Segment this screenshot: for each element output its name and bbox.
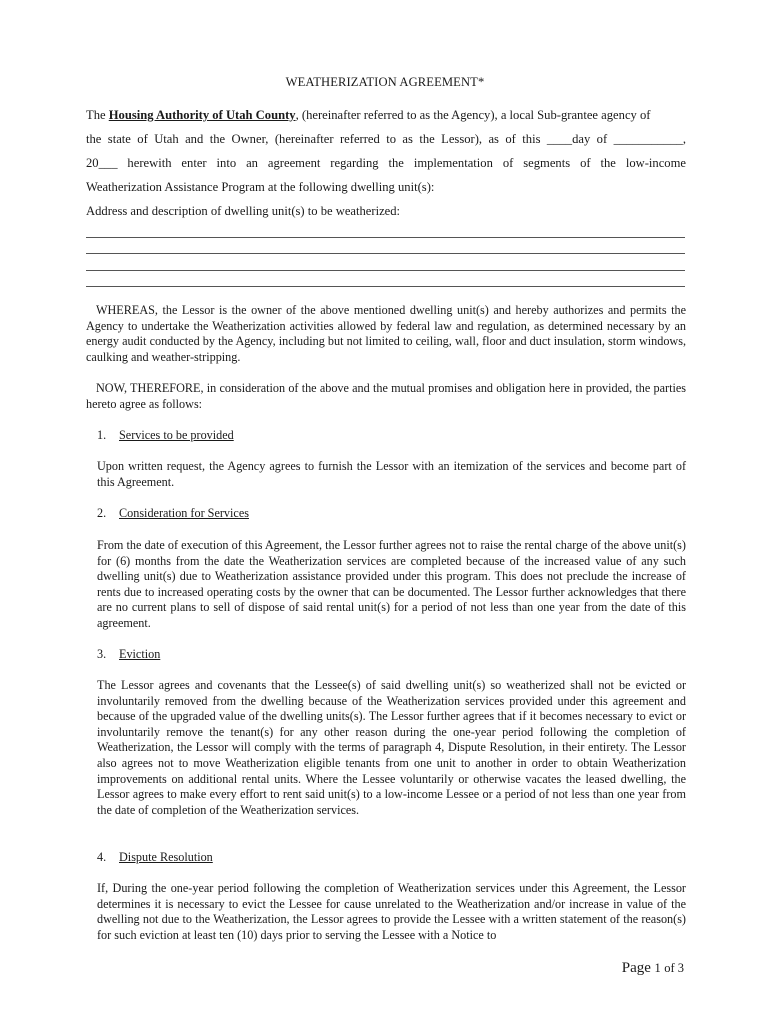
section-1-heading [97, 428, 234, 444]
section-4-body: If, During the one-year period following the completion of Weatherization services under this Agreement, the Lessor determines it is necessary to evict the Lessee for cause unrelated to the Weatherization and/or increase in value of the dwelling not due to the Weatherization, the Lessor agrees to provide the Lessee with a written statement of the reason(s) for such eviction at least ten (10) days prior to serving the Lessee with a Notice to [97, 881, 686, 942]
address-line-1[interactable] [86, 237, 685, 238]
page-word: Page [621, 960, 651, 976]
document-title: WEATHERIZATION AGREEMENT* [285, 75, 485, 89]
intro-line-4: Weatherization Assistance Program at the following dwelling unit(s): [86, 180, 435, 194]
section-2-body: From the date of execution of this Agreement, the Lessor further agrees not to raise the rental charge of the above unit(s) for (6) months from the date the Weatherization services are completed because of the increased value of any such dwelling unit(s) due to Weatherization assistance provided under this program. This does not preclude the increase of rents due to increased operating costs by the owner that can be documented. The Lessor further acknowledges that there are no current plans to sell of dispose of said rental unit(s) for a period of not less than one year from the date of this agreement. [97, 538, 686, 630]
section-title: Services to be provided [119, 428, 234, 442]
address-line-2[interactable] [86, 253, 685, 254]
page-number: 1 [654, 961, 661, 975]
section-1-body: Upon written request, the Agency agrees to furnish the Lessor with an itemization of the services and become part of this Agreement. [97, 459, 686, 489]
intro-line-1 [86, 103, 686, 127]
agency-name: Housing Authority of Utah County [108, 108, 296, 122]
intro-prefix: The [86, 108, 109, 122]
address-line-3[interactable] [86, 270, 685, 271]
section-title: Dispute Resolution [119, 850, 213, 864]
intro-line-1-rest: , (hereinafter referred to as the Agency), a local Sub-grantee agency of [295, 108, 651, 122]
page-total: of 3 [664, 961, 684, 975]
section-number: 4. [97, 850, 107, 864]
section-number: 3. [97, 647, 107, 661]
section-2-heading [97, 506, 249, 522]
whereas-paragraph: WHEREAS, the Lessor is the owner of the above mentioned dwelling unit(s) and hereby authorizes and permits the Agency to undertake the Weatherization activities allowed by federal law and regulation, as determined necessary by an energy audit conducted by the Agency, including but not limited to ceiling, wall, floor and duct insulation, storm windows, caulking and weather-stripping. [86, 303, 686, 364]
section-title: Eviction [119, 647, 161, 661]
address-label: Address and description of dwelling unit(s) to be weatherized: [86, 204, 401, 218]
intro-line-3: 20___ herewith enter into an agreement regarding the implementation of segments of the low-income [86, 156, 686, 170]
page-footer [622, 960, 684, 977]
section-4-heading [97, 850, 213, 866]
address-line-4[interactable] [86, 286, 685, 287]
section-number: 1. [97, 428, 107, 442]
section-3-body: The Lessor agrees and covenants that the Lessee(s) of said dwelling unit(s) so weatherized shall not be evicted or involuntarily removed from the dwelling because of the Weatherization services provided under this agreement and because of the upgraded value of the dwelling units(s). The Lessor further agrees that if it becomes necessary to evict or involuntarily remove the tenant(s) for any other reason during the one-year period following the completion of Weatherization, the Lessor will comply with the terms of paragraph 4, Dispute Resolution, in their entirety. The Lessor also agrees not to move Weatherization eligible tenants from one unit to another in order to obtain Weatherization improvements on additional rental units. Where the Lessee voluntarily or otherwise vacates the leased dwelling, the Lessor agrees to make every effort to rent said unit(s) to a low-income Lessee or a period of not less than one year from the date of completion of the Weatherization services. [97, 678, 686, 817]
section-title: Consideration for Services [119, 506, 249, 520]
section-3-heading [97, 647, 160, 663]
now-therefore-paragraph: NOW, THEREFORE, in consideration of the above and the mutual promises and obligation here in provided, the parties hereto agree as follows: [86, 381, 686, 411]
intro-line-2: the state of Utah and the Owner, (hereinafter referred to as the Lessor), as of this ____day of ___________, [86, 132, 686, 146]
section-number: 2. [97, 506, 107, 520]
